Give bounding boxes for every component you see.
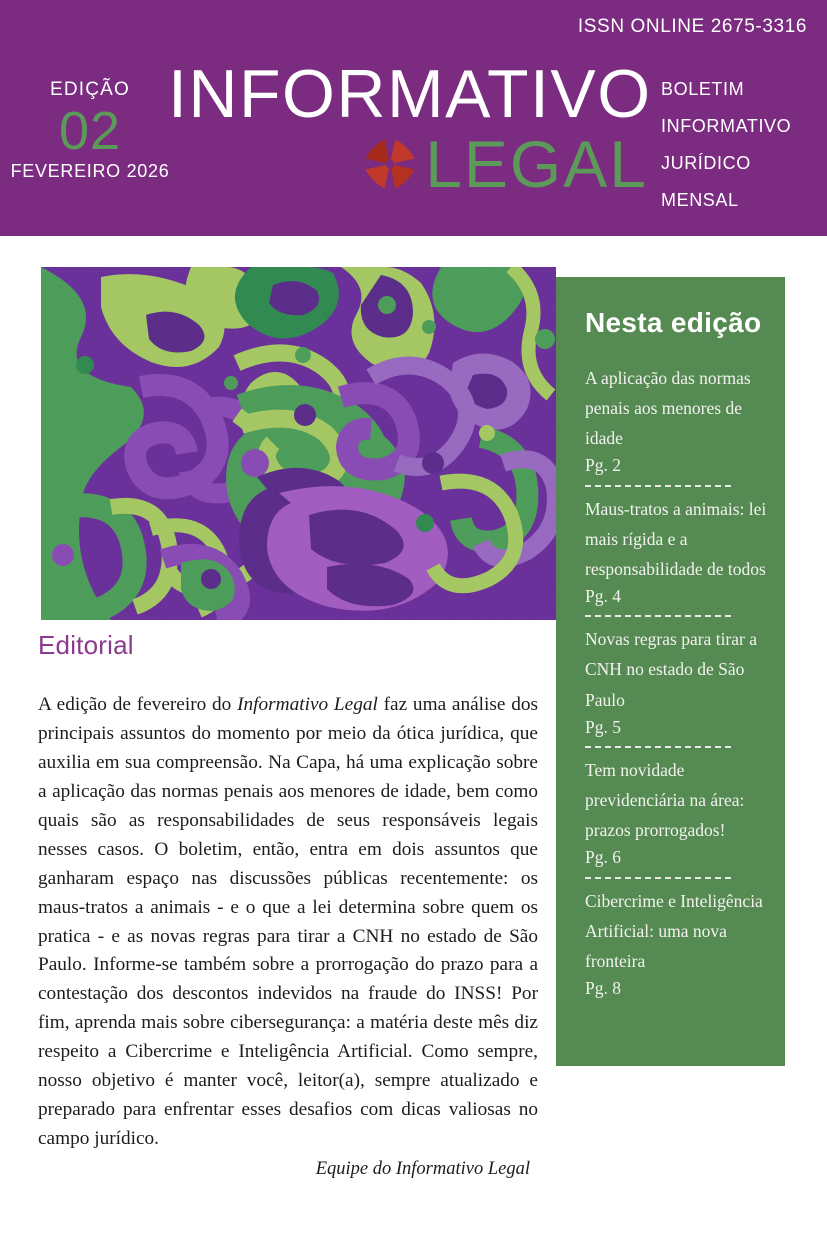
edition-date: FEVEREIRO 2026 <box>10 160 170 181</box>
toc-item-title: Maus-tratos a animais: lei mais rígida e a responsabilidade de todos <box>585 498 767 579</box>
toc-item-title: Novas regras para tirar a CNH no estado de São Paulo <box>585 629 757 710</box>
toc-divider <box>585 485 731 487</box>
editorial-signature: Equipe do Informativo Legal <box>315 1159 530 1179</box>
toc-item-page: Pg. 6 <box>585 847 621 868</box>
editorial-body <box>38 691 538 1154</box>
editorial-text-italic: Informativo Legal <box>237 694 378 715</box>
editorial-text-part2: faz uma análise dos principais assuntos do momento por meio da ótica jurídica, que auxilia em sua compreensão. Na Capa, há uma explicação sobre a aplicação das normas penais aos menores de idade, bem como quais são as responsabilidades de seus responsáveis legais nesses casos. O boletim, então, entra em dois assuntos que ganharam espaço nas discussões públicas recentemente: os maus-tratos a animais - e o que a lei determina sobre quem os pratica - e as novas regras para tirar a CNH no estado de São Paulo. Informe-se também sobre a prorrogação do prazo para a contestação dos descontos indevidos na fraude do INSS! Por fim, aprenda mais sobre cibersegurança: a matéria deste mês diz respeito a Cibercrime e Inteligência Artificial. Como sempre, nosso objetivo é manter você, leitor(a), sempre atualizado e preparado para enfrentar esses desafios com dicas valiosas no campo jurídico. <box>38 694 538 1150</box>
toc-item-page: Pg. 5 <box>585 716 621 737</box>
toc-divider <box>585 746 731 748</box>
edition-label: EDIÇÃO <box>49 79 131 100</box>
toc-item-4[interactable] <box>585 755 769 871</box>
toc-item-page: Pg. 8 <box>585 977 621 998</box>
editorial-text-part1: A edição de fevereiro do <box>38 694 238 715</box>
toc-item-5[interactable] <box>585 886 769 1002</box>
publication-logo <box>168 56 658 201</box>
edition-block <box>10 80 170 180</box>
editorial-section <box>38 630 538 1154</box>
logo-word-legal: LEGAL <box>425 126 648 201</box>
toc-divider <box>585 615 731 617</box>
issn-line: ISSN ONLINE 2675-3316 <box>577 16 807 37</box>
masthead-header <box>0 0 827 236</box>
toc-item-title: Tem novidade previdenciária na área: prazos prorrogados! <box>585 759 745 841</box>
tagline-line-4: MENSAL <box>661 190 739 210</box>
toc-item-2[interactable] <box>585 494 769 610</box>
tagline-line-3: JURÍDICO <box>661 153 751 173</box>
four-petal-diamond-logo-icon <box>359 133 421 195</box>
toc-item-title: A aplicação das normas penais aos menores de idade <box>585 368 751 449</box>
editorial-heading: Editorial <box>38 630 134 660</box>
toc-item-1[interactable] <box>585 363 769 479</box>
sidebar-title: Nesta edição <box>585 307 762 338</box>
toc-item-page: Pg. 2 <box>585 455 621 476</box>
logo-second-line <box>168 126 658 201</box>
toc-item-title: Cibercrime e Inteligência Artificial: uma nova fronteira <box>585 890 763 971</box>
tagline-line-2: INFORMATIVO <box>661 116 792 136</box>
logo-word-informativo: INFORMATIVO <box>168 56 652 132</box>
toc-divider <box>585 877 731 879</box>
toc-item-3[interactable] <box>585 624 769 740</box>
tagline-block <box>661 80 809 228</box>
cover-artwork-image <box>41 267 556 620</box>
edition-number: 02 <box>58 101 122 161</box>
nesta-edicao-sidebar <box>556 277 785 1066</box>
toc-item-page: Pg. 4 <box>585 585 621 606</box>
tagline-line-1: BOLETIM <box>661 79 745 99</box>
